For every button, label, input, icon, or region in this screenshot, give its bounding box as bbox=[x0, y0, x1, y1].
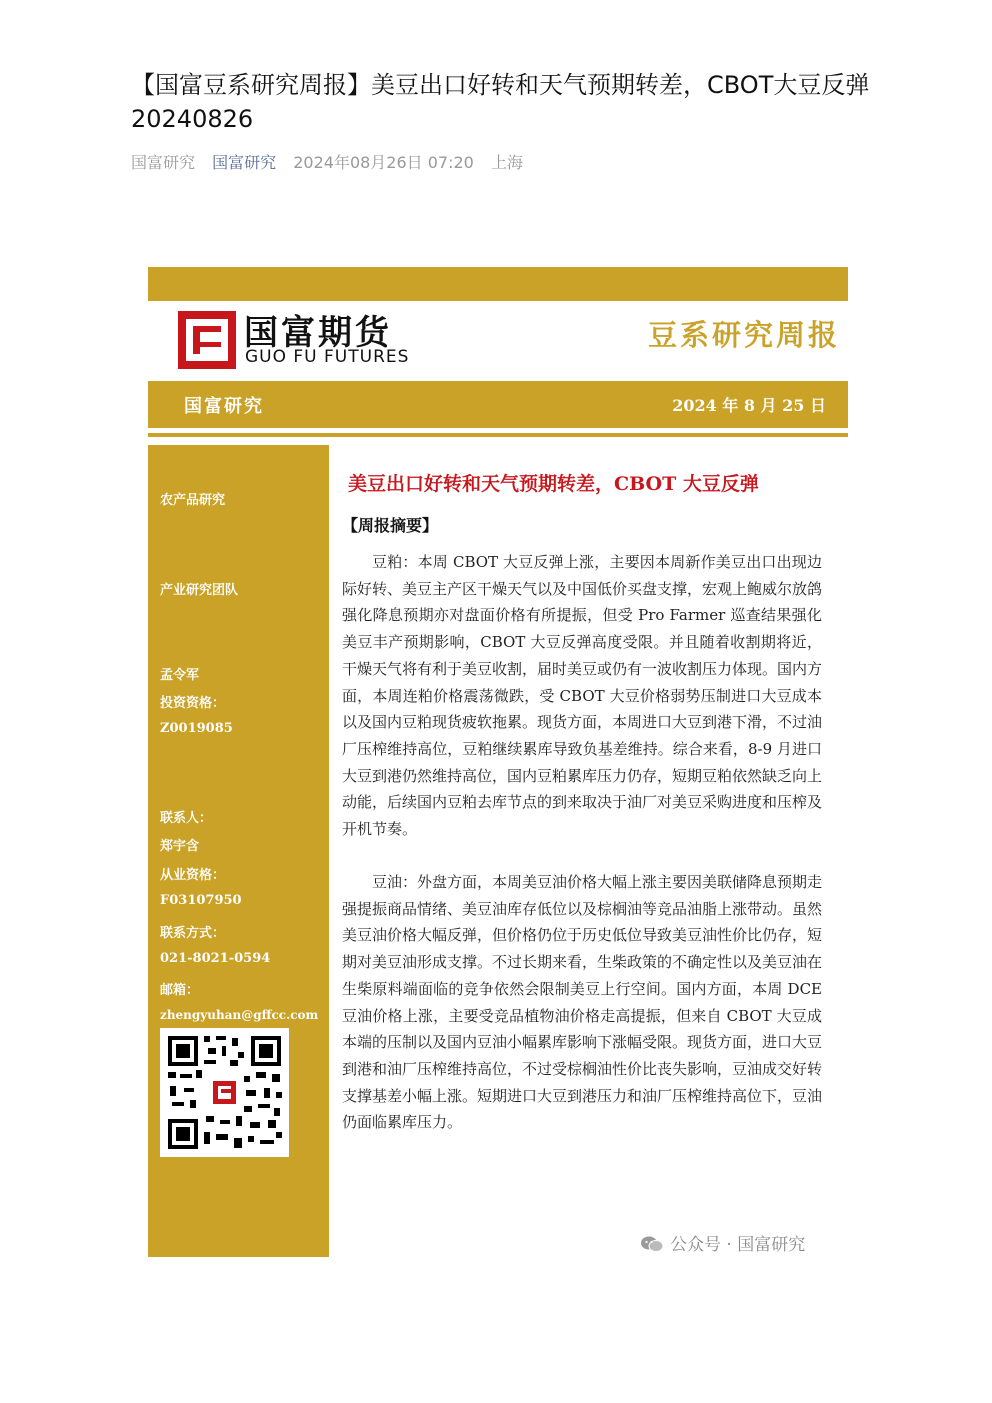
report-series-title: 豆系研究周报 bbox=[647, 318, 840, 352]
report-department: 国富研究 bbox=[184, 396, 264, 417]
abstract-label: 【周报摘要】 bbox=[342, 516, 439, 535]
report-sidebar bbox=[148, 445, 329, 1257]
phone-label: 联系方式： bbox=[160, 926, 226, 941]
divider bbox=[148, 433, 848, 437]
report-image bbox=[148, 265, 848, 1265]
sidebar-section: 农产品研究 bbox=[160, 493, 226, 508]
publish-location: 上海 bbox=[490, 153, 523, 172]
publish-datetime: 2024年08月26日 07:20 bbox=[293, 153, 474, 172]
analyst-name: 孟令军 bbox=[160, 668, 200, 683]
report-header-bar bbox=[148, 381, 848, 428]
wechat-watermark bbox=[640, 1230, 805, 1255]
paragraph-soymeal: 豆粕：本周 CBOT 大豆反弹上涨，主要因本周新作美豆出口出现边际好转、美豆主产区干燥天气以及中国低价买盘支撑，宏观上鲍威尔放鸽强化降息预期亦对盘面价格有所提振，但受 Pro Farmer 巡查结果强化美豆丰产预期影响，CBOT 大豆反弹高度受限。并且随着收割期将近，干燥天气将有利于美豆收割，届时美豆或仍有一波收割压力体现。国内方面，本周连粕价格震荡微跌，受 CBOT 大豆价格弱势压制进口大豆成本以及国内豆粕现货疲软拖累。现货方面，本周进口大豆到港下滑，不过油厂压榨维持高位，豆粕继续累库导致负基差维持。综合来看，8-9 月进口大豆到港仍然维持高位，国内豆粕累库压力仍存，短期豆粕依然缺乏向上动能，后续国内豆粕去库节点的到来取决于油厂对美豆采购进度和压榨及开机节奏。 bbox=[342, 553, 823, 839]
qr-code-icon bbox=[160, 1028, 289, 1157]
contact-qualification-label: 从业资格： bbox=[160, 868, 226, 883]
email-label: 邮箱： bbox=[160, 983, 200, 998]
contact-label: 联系人： bbox=[160, 811, 213, 826]
phone-number: 021-8021-0594 bbox=[160, 951, 271, 966]
contact-qualification: F03107950 bbox=[160, 893, 242, 908]
sidebar-team: 产业研究团队 bbox=[160, 583, 239, 598]
article-author: 国富研究 bbox=[131, 153, 196, 172]
email-address: zhengyuhan@gffcc.com bbox=[160, 1008, 319, 1022]
contact-name: 郑宇含 bbox=[160, 839, 200, 854]
logo-chinese-name: 国富期货 bbox=[244, 313, 392, 353]
analyst-qualification: Z0019085 bbox=[160, 721, 233, 736]
article-meta bbox=[131, 150, 535, 173]
report-heading: 美豆出口好转和天气预期转差，CBOT 大豆反弹 bbox=[348, 473, 759, 495]
wechat-icon bbox=[640, 1235, 664, 1253]
report-date: 2024 年 8 月 25 日 bbox=[672, 396, 826, 415]
paragraph-soyoil: 豆油：外盘方面，本周美豆油价格大幅上涨主要因美联储降息预期走强提振商品情绪、美豆油库存低位以及棕榈油等竞品油脂上涨带动。虽然美豆油价格大幅反弹，但价格仍位于历史低位导致美豆油性价比仍存，短期对美豆油形成支撑。不过长期来看，生柴政策的不确定性以及美豆油在生柴原料端面临的竞争依然会限制美豆上行空间。国内方面，本周 DCE 豆油价格上涨，主要受竞品植物油价格走高提振，但来自 CBOT 大豆成本端的压制以及国内豆油小幅累库影响下涨幅受限。现货方面，进口大豆到港和油厂压榨维持高位，不过受棕榈油性价比丧失影响，豆油成交好转支撑基差小幅上涨。短期进口大豆到港压力和油厂压榨维持高位下，豆油仍面临累库压力。 bbox=[342, 873, 823, 1132]
report-top-band bbox=[148, 267, 848, 301]
logo-english-name: GUO FU FUTURES bbox=[245, 347, 410, 367]
watermark-text: 公众号 · 国富研究 bbox=[670, 1235, 806, 1255]
guofu-logo-icon bbox=[178, 311, 236, 369]
analyst-qualification-label: 投资资格： bbox=[160, 696, 226, 711]
article-title: 【国富豆系研究周报】美豆出口好转和天气预期转差，CBOT大豆反弹 20240826 bbox=[131, 71, 870, 133]
account-name-link[interactable]: 国富研究 bbox=[212, 153, 277, 172]
